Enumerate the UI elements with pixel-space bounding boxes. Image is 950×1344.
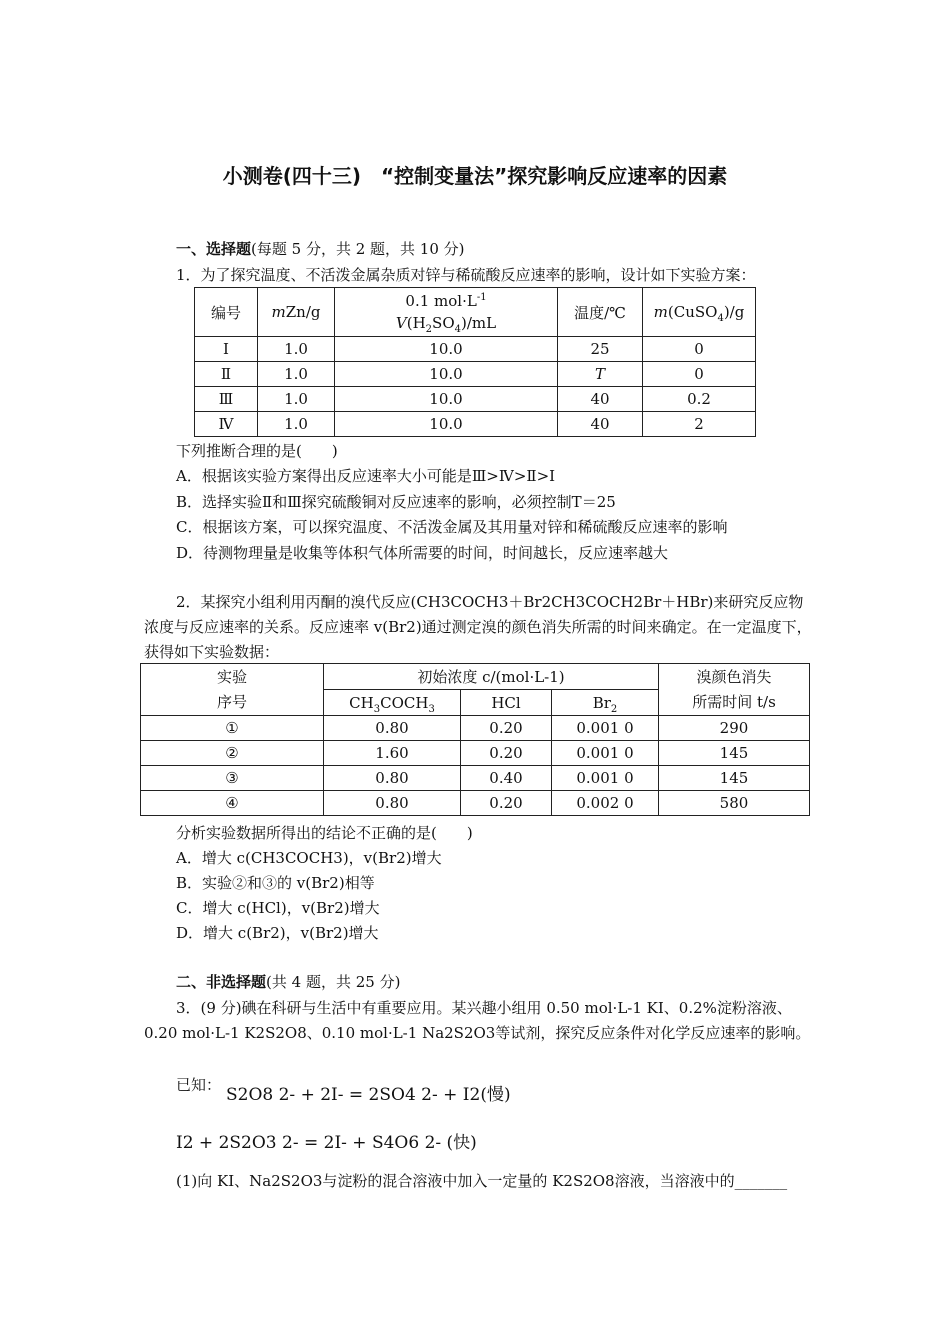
q1-option-b: B．选择实验Ⅱ和Ⅲ探究硫酸铜对反应速率的影响，必须控制T＝25 <box>176 493 616 511</box>
table-row: Ⅲ 1.0 10.0 40 0.2 <box>195 387 756 412</box>
q2-header-hcl: HCl <box>461 690 552 716</box>
page-title: 小测卷(四十三) “控制变量法”探究影响反应速率的因素 <box>222 164 728 188</box>
q1-stem: 1．为了探究温度、不活泼金属杂质对锌与稀硫酸反应速率的影响，设计如下实验方案： <box>176 266 756 284</box>
table-row: Ⅰ 1.0 10.0 25 0 <box>195 337 756 362</box>
table-row: ② 1.60 0.20 0.001 0 145 <box>141 741 810 766</box>
q2-option-d: D．增大 c(Br2)，v(Br2)增大 <box>176 924 379 942</box>
q1-header-mzn: mZn/g <box>258 288 335 337</box>
q2-prompt: 分析实验数据所得出的结论不正确的是( ) <box>176 824 473 842</box>
q2-option-c: C．增大 c(HCl)，v(Br2)增大 <box>176 899 380 917</box>
q2-header-exp: 实验 序号 <box>141 664 324 716</box>
table-row: Ⅱ 1.0 10.0 T 0 <box>195 362 756 387</box>
table-row: ① 0.80 0.20 0.001 0 290 <box>141 716 810 741</box>
q1-prompt: 下列推断合理的是( ) <box>176 442 338 460</box>
q2-table <box>140 663 810 816</box>
q1-table <box>194 287 756 437</box>
q3-subquestion-1: (1)向 KI、Na2S2O3与淀粉的混合溶液中加入一定量的 K2S2O8溶液，当溶液中的_______ <box>176 1172 788 1190</box>
q1-option-d: D．待测物理量是收集等体积气体所需要的时间，时间越长，反应速率越大 <box>176 544 669 562</box>
q3-known-label: 已知： <box>176 1076 222 1094</box>
q1-header-id: 编号 <box>195 288 258 337</box>
q3-equation-1: S2O8 2- + 2I- = 2SO4 2- + I2(慢) <box>226 1085 511 1105</box>
section-2-header <box>176 971 400 992</box>
q2-header-conc: 初始浓度 c/(mol·L-1) <box>324 664 659 690</box>
table-row: ③ 0.80 0.40 0.001 0 145 <box>141 766 810 791</box>
q1-header-temp: 温度/℃ <box>558 288 643 337</box>
q2-header-time: 溴颜色消失 所需时间 t/s <box>659 664 810 716</box>
q1-option-a: A．根据该实验方案得出反应速率大小可能是Ⅲ>Ⅳ>Ⅱ>Ⅰ <box>176 467 556 485</box>
q1-header-cuso4: m(CuSO$_4$)/g <box>643 288 756 337</box>
q2-option-b: B．实验②和③的 v(Br2)相等 <box>176 874 375 892</box>
table-row: Ⅳ 1.0 10.0 40 2 <box>195 412 756 437</box>
table-row: ④ 0.80 0.20 0.002 0 580 <box>141 791 810 816</box>
q2-option-a: A．增大 c(CH3COCH3)，v(Br2)增大 <box>176 849 442 867</box>
q3-equation-2: I2 + 2S2O3 2- = 2I- + S4O6 2- (快) <box>176 1133 477 1153</box>
q2-header-acetone: $CH_3COCH_3$ <box>324 690 461 716</box>
q3-stem: 3．(9 分)碘在科研与生活中有重要应用。某兴趣小组用 0.50 mol·L-1 KI、0.2%淀粉溶液、0.20 mol·L-1 K2S2O8、0.10 mol·L-1 Na2S2O3等试剂，探究反应条件对化学反应速率的影响。 <box>144 999 811 1042</box>
section-1-note: (每题 5 分，共 2 题，共 10 分) <box>251 240 465 258</box>
q1-header-volume: 0.1 $mol\cdot L^{-1}$ $V(H_2SO_4)/mL$ <box>335 288 558 337</box>
section-2-title: 二、非选择题 <box>176 973 267 991</box>
q1-option-c: C．根据该方案，可以探究温度、不活泼金属及其用量对锌和稀硫酸反应速率的影响 <box>176 518 728 536</box>
section-1-header <box>176 238 465 259</box>
q2-header-br2: $Br_2$ <box>552 690 659 716</box>
q2-stem: 2．某探究小组利用丙酮的溴代反应(CH3COCH3＋Br2CH3COCH2Br＋HBr)来研究反应物浓度与反应速率的关系。反应速率 v(Br2)通过测定溴的颜色消失所需的时间来确定。在一定温度下，获得如下实验数据： <box>144 593 812 661</box>
section-2-note: (共 4 题，共 25 分) <box>266 973 401 991</box>
section-1-title: 一、选择题 <box>176 240 252 258</box>
